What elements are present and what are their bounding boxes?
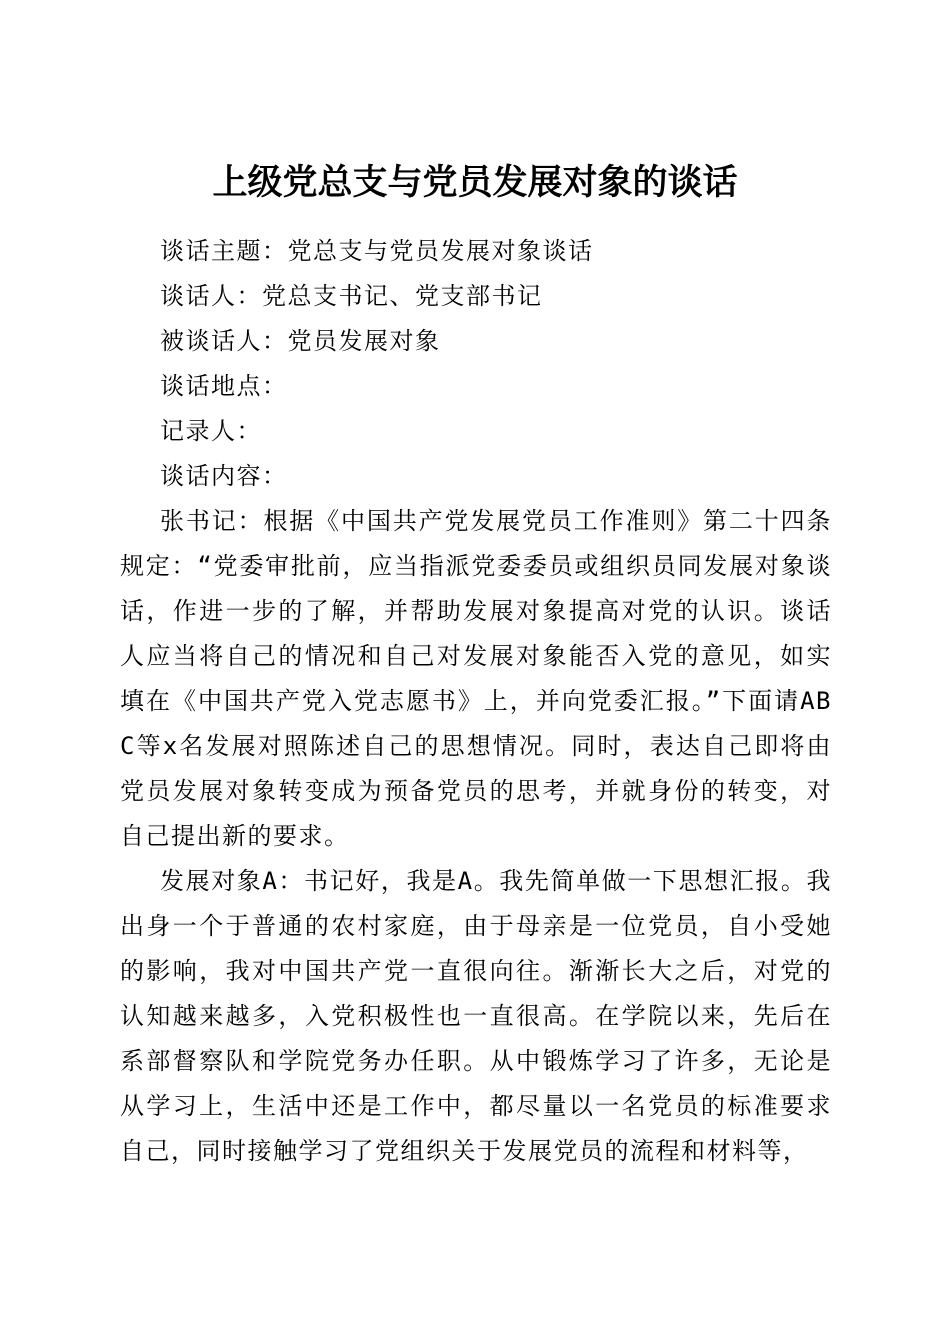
meta-location: 谈话地点： xyxy=(160,372,288,400)
document-title: 上级党总支与党员发展对象的谈话 xyxy=(212,162,738,204)
paragraph-candidate-a: 发展对象A：书记好，我是A。我先简单做一下思想汇报。我出身一个于普通的农村家庭，由于母亲是一位党员，自小受她的影响，我对中国共产党一直很向往。渐渐长大之后，对党的认知越来越多，入党积极性也一直很高。在学院以来，先后在系部督察队和学院党务办任职。从中锻炼学习了许多，无论是从学习上，生活中还是工作中，都尽量以一名党员的标准要求自己，同时接触学习了党组织关于发展党员的流程和材料等， xyxy=(120,867,832,1165)
meta-topic: 谈话主题：党总支与党员发展对象谈话 xyxy=(160,237,594,265)
meta-recorder: 记录人： xyxy=(160,417,262,445)
document-body xyxy=(120,229,832,1174)
paragraph-secretary: 张书记：根据《中国共产党发展党员工作准则》第二十四条规定：“党委审批前，应当指派党委委员或组织员同发展对象谈话，作进一步的了解，并帮助发展对象提高对党的认识。谈话人应当将自己的情况和自己对发展对象能否入党的意见，如实填在《中国共产党入党志愿书》上，并向党委汇报。”下面请ABC等x名发展对照陈述自己的思想情况。同时，表达自己即将由党员发展对象转变成为预备党员的思考，并就身份的转变，对自己提出新的要求。 xyxy=(120,507,832,850)
meta-content-label: 谈话内容： xyxy=(160,462,288,490)
meta-speaker: 谈话人：党总支书记、党支部书记 xyxy=(160,282,543,310)
meta-interviewee: 被谈话人：党员发展对象 xyxy=(160,327,441,355)
